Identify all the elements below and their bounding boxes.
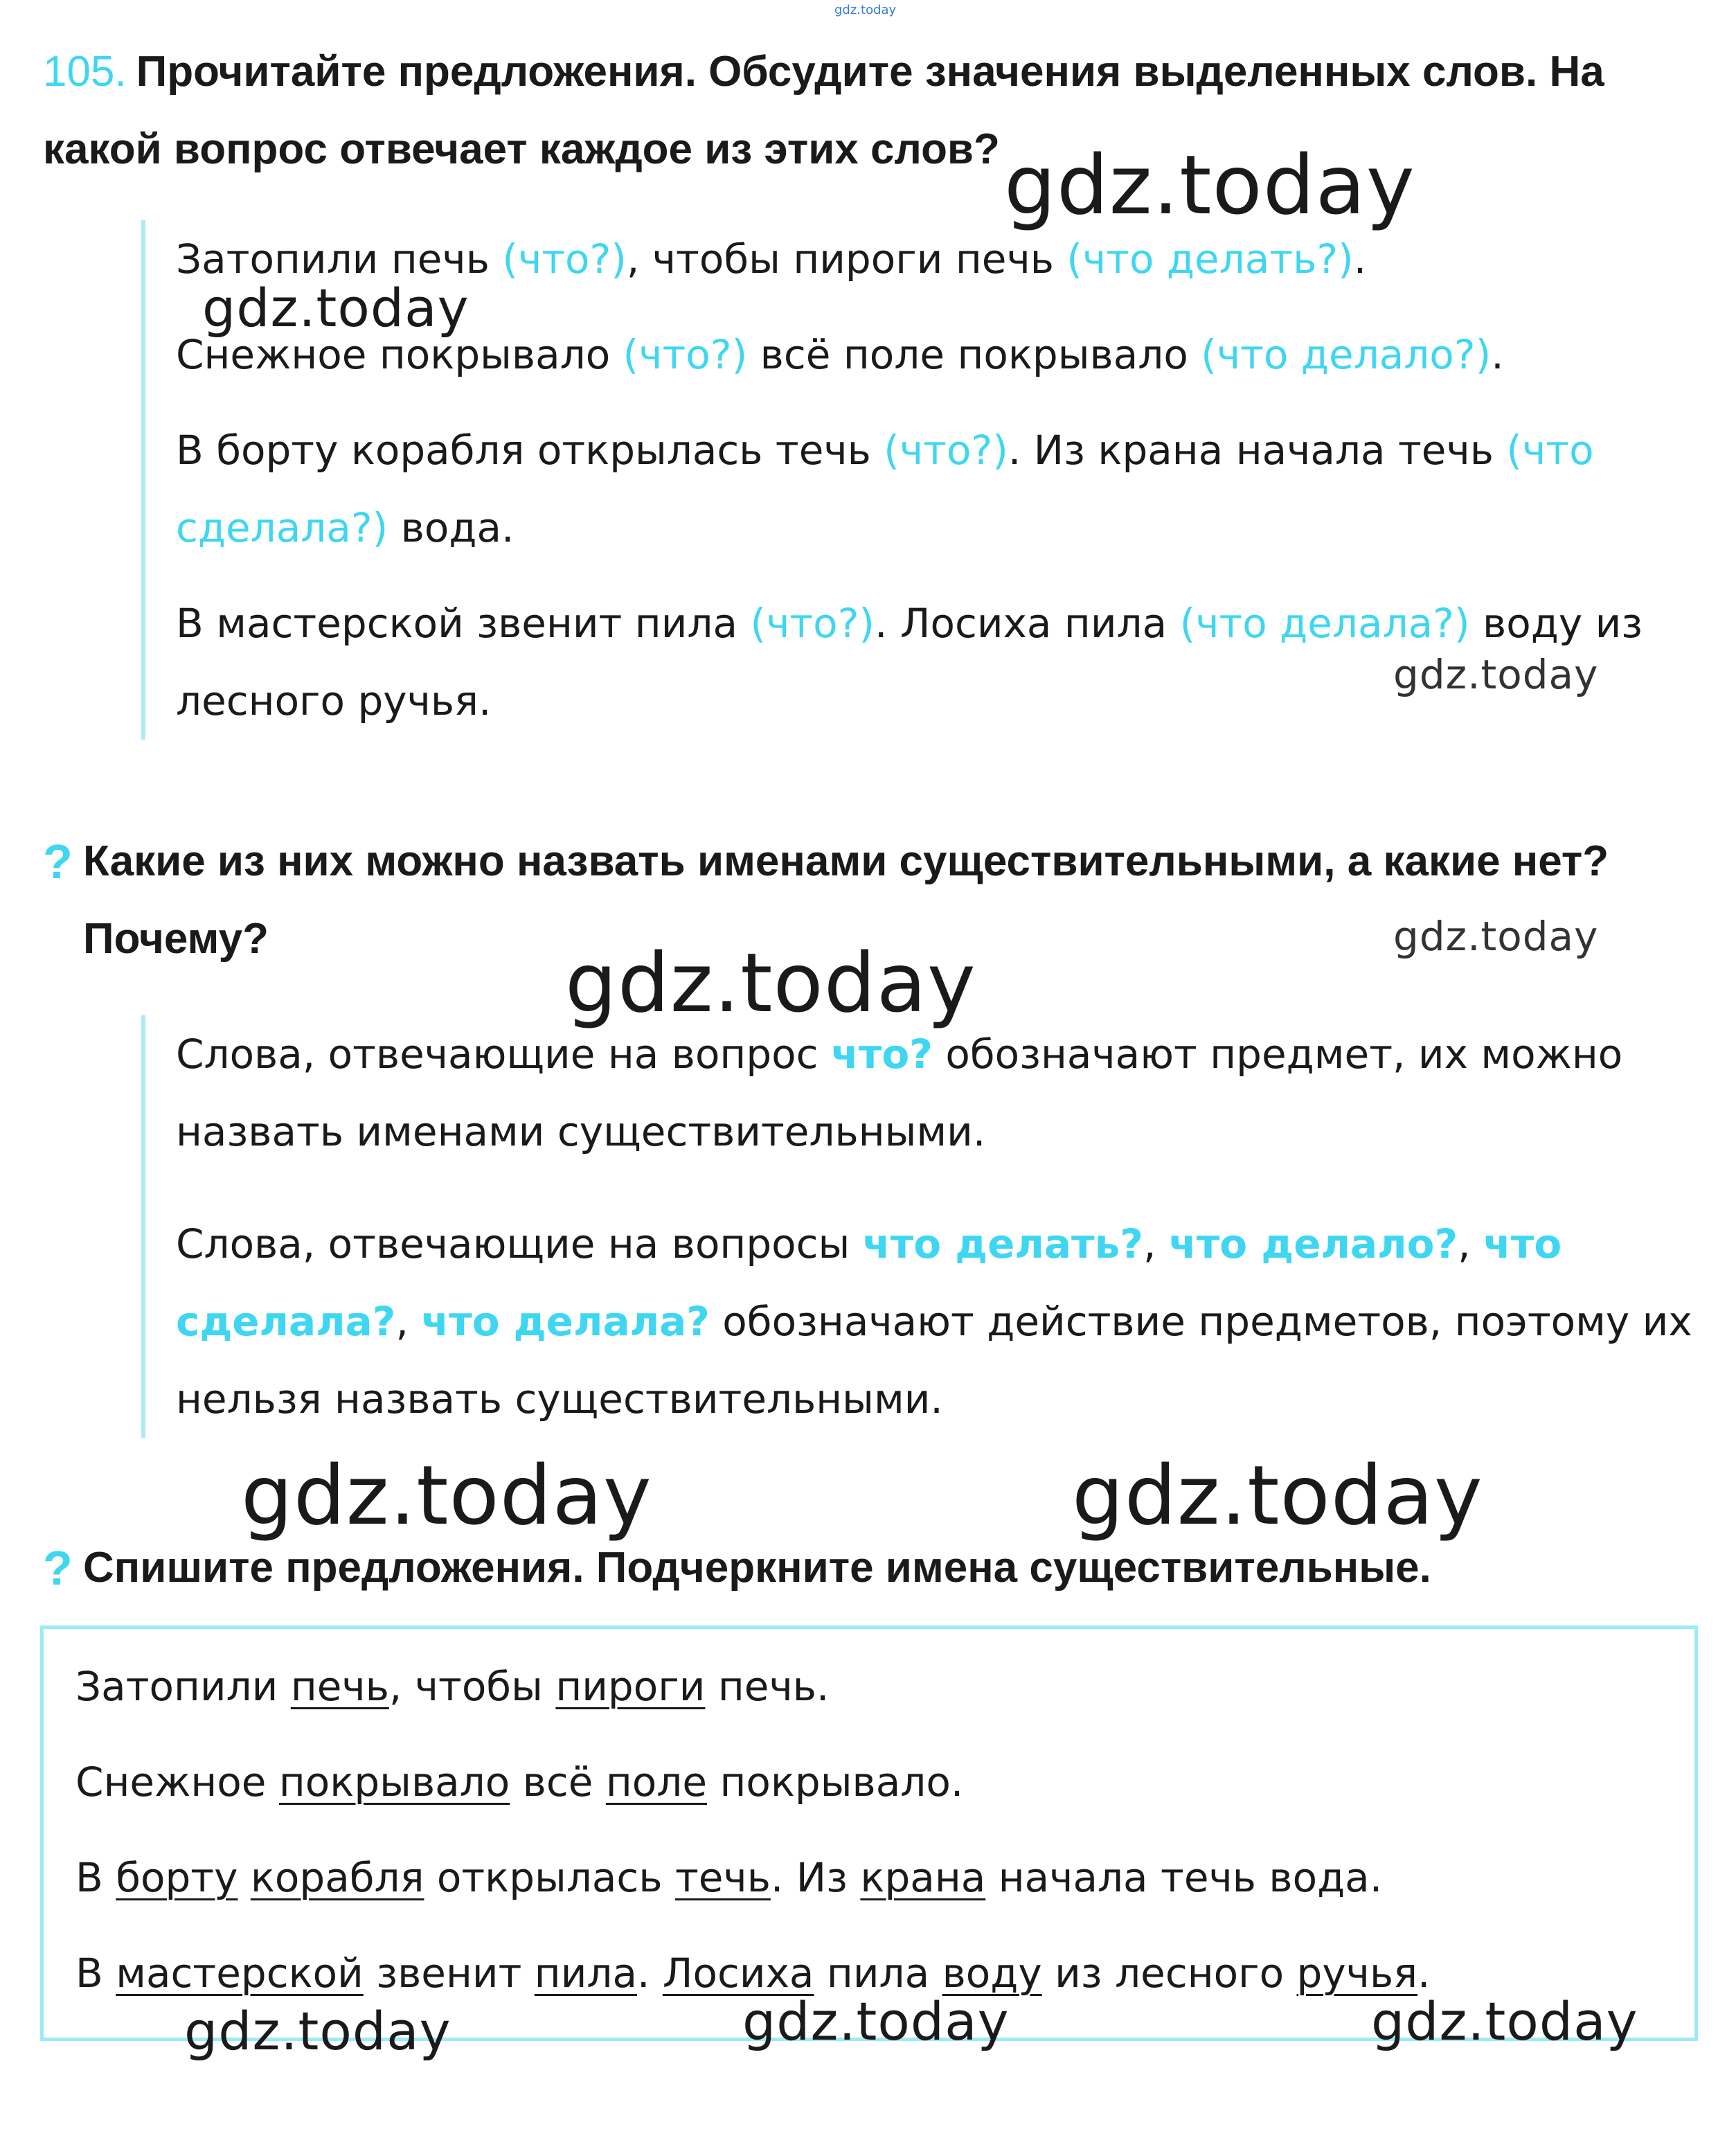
answer-2-sentence-1: Затопили печь, чтобы пироги печь. [75, 1663, 830, 1710]
answer-2-sentence-3: В борту корабля открылась течь. Из крана начала течь вода. [75, 1854, 1383, 1901]
watermark: gdz.today [1393, 913, 1599, 960]
task-title: Прочитайте предложения. Обсудите значения выделенных слов. На какой вопрос отвечает каждое из этих слов? [43, 48, 1604, 173]
sentence-3: В борту корабля открылась течь (что?). Из крана начала течь (что сделала?) вода. [176, 427, 1594, 551]
answer-1-paragraph-1: Слова, отвечающие на вопрос что? обозначают предмет, их можно назвать именами существительными. [176, 1031, 1623, 1155]
answer-2-box [40, 1625, 1698, 2041]
sentence-1: Затопили печь (что?), чтобы пироги печь (что делать?). [176, 235, 1367, 283]
question-2-text: Спишите предложения. Подчеркните имена существительные. [83, 1544, 1431, 1592]
answer-1-paragraph-2: Слова, отвечающие на вопросы что делать?, что делало?, что сделала?, что делала? обозначают действие предметов, поэтому их нельзя назвать существительными. [176, 1220, 1692, 1423]
watermark: gdz.today [565, 935, 976, 1031]
answer-2-sentence-2: Снежное покрывало всё поле покрывало. [75, 1758, 964, 1806]
task-heading [43, 33, 1677, 188]
watermark: gdz.today [1072, 1447, 1483, 1543]
sentence-2: Снежное покрывало (что?) всё поле покрывало (что делало?). [176, 331, 1504, 378]
watermark: gdz.today [184, 2000, 451, 2062]
watermark: gdz.today [202, 277, 469, 339]
question-1-text: Какие из них можно назвать именами существительными, а какие нет? Почему? [83, 837, 1609, 963]
sentence-4: В мастерской звенит пила (что?). Лосиха пила (что делала?) воду из лесного ручья. [176, 600, 1643, 724]
top-watermark: gdz.today [834, 3, 897, 17]
answer-2-sentence-4: В мастерской звенит пила. Лосиха пила воду из лесного ручья. [75, 1950, 1431, 1997]
watermark: gdz.today [1004, 137, 1415, 233]
watermark: gdz.today [742, 1990, 1010, 2052]
watermark: gdz.today [1371, 1990, 1638, 2052]
question-mark-icon: ? [43, 835, 73, 889]
question-mark-icon: ? [43, 1541, 73, 1595]
answer-1-block [141, 1015, 1699, 1438]
watermark: gdz.today [241, 1447, 652, 1543]
task-number: 105. [43, 48, 127, 96]
watermark: gdz.today [1393, 651, 1599, 698]
